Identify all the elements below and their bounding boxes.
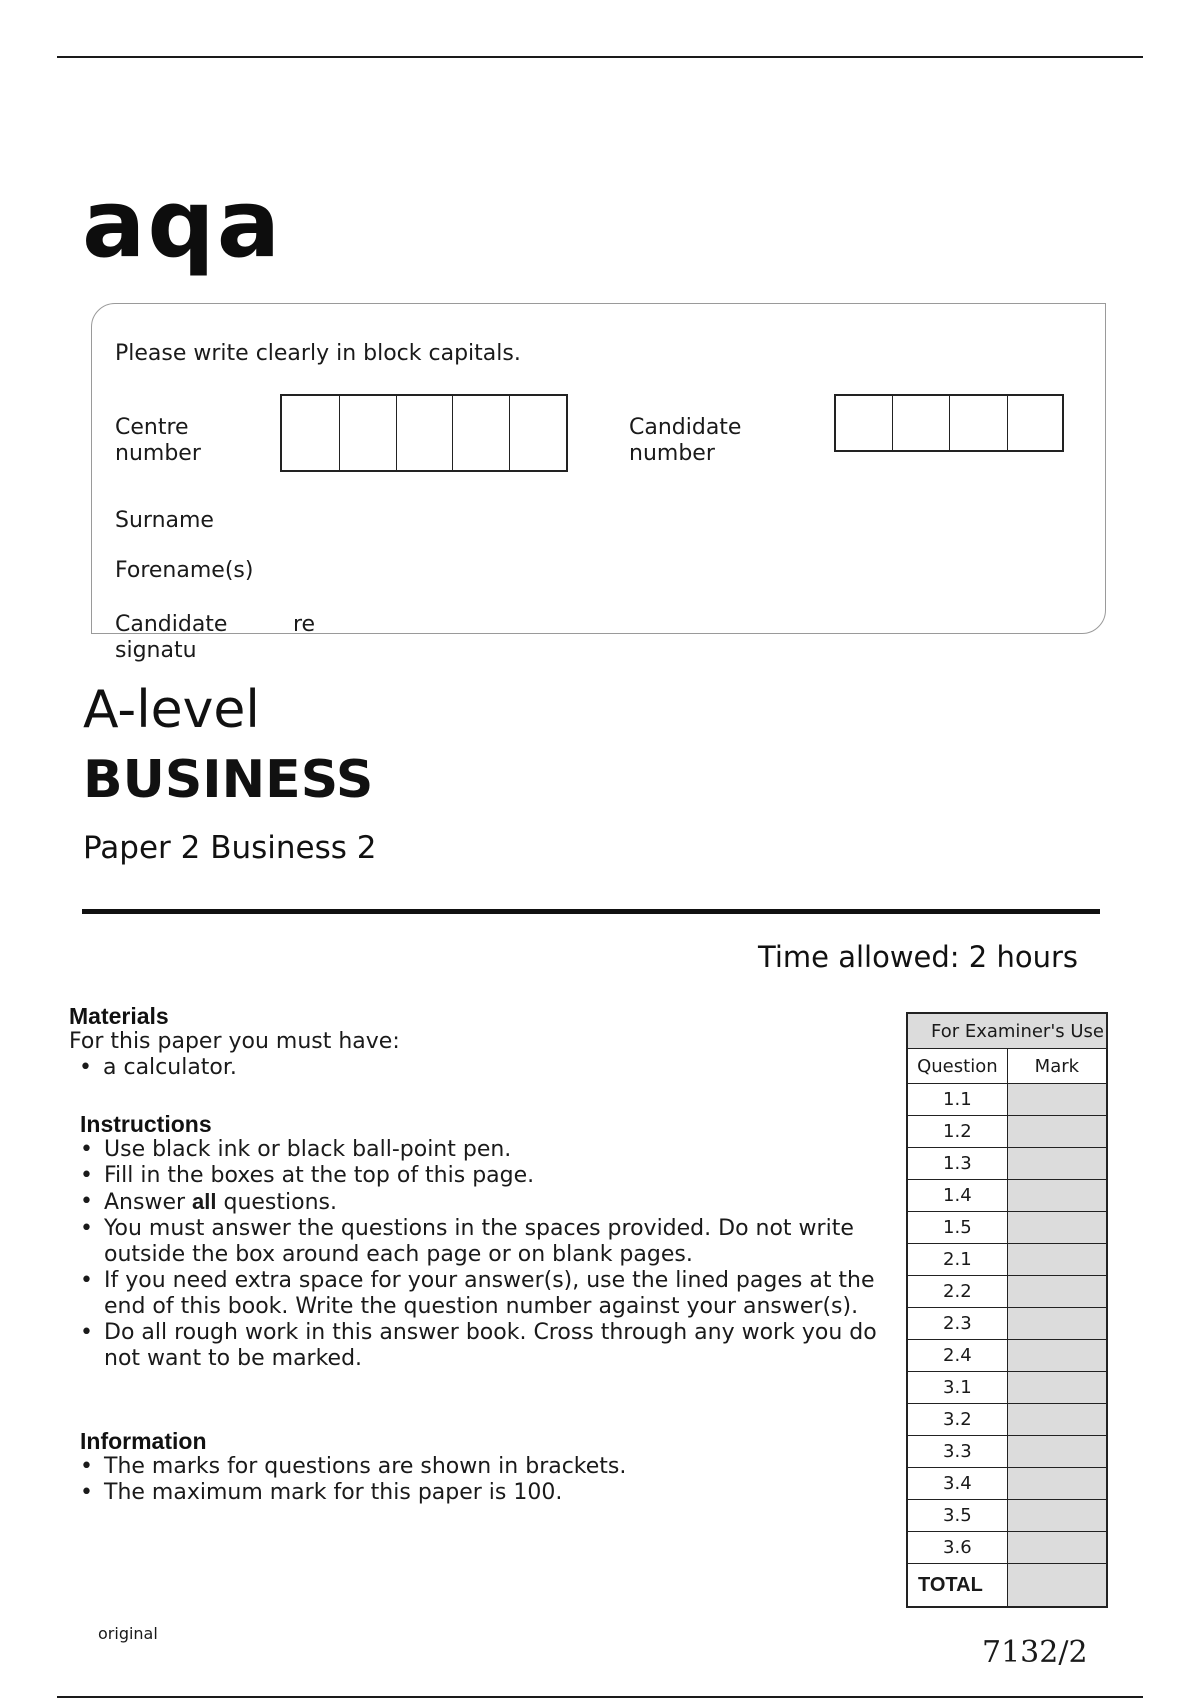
mark-cell bbox=[1007, 1340, 1107, 1372]
examiner-table-row bbox=[907, 1308, 1107, 1340]
mark-cell bbox=[1007, 1532, 1107, 1564]
information-heading: Information bbox=[80, 1428, 207, 1454]
mark-cell bbox=[1007, 1276, 1107, 1308]
examiner-table-row bbox=[907, 1532, 1107, 1564]
question-number-cell: 2.2 bbox=[907, 1276, 1007, 1308]
mark-cell bbox=[1007, 1084, 1107, 1116]
examiner-table-row bbox=[907, 1180, 1107, 1212]
paper-code: 7132/2 bbox=[982, 1635, 1088, 1670]
forenames-label: Forename(s) bbox=[115, 558, 254, 583]
centre-number-digit-5[interactable] bbox=[510, 396, 566, 470]
mark-cell bbox=[1007, 1212, 1107, 1244]
examiner-table-row bbox=[907, 1148, 1107, 1180]
block-capitals-instruction: Please write clearly in block capitals. bbox=[115, 341, 521, 366]
examiner-table-row bbox=[907, 1404, 1107, 1436]
mark-column-header: Mark bbox=[1007, 1049, 1107, 1084]
question-number-cell: 2.4 bbox=[907, 1340, 1007, 1372]
examiner-table-row bbox=[907, 1340, 1107, 1372]
total-label: TOTAL bbox=[907, 1564, 1007, 1608]
examiner-use-table bbox=[906, 1012, 1108, 1608]
centre-number-label: Centre number bbox=[115, 415, 201, 466]
mark-cell bbox=[1007, 1468, 1107, 1500]
instruction-item: • If you need extra space for your answer(s), use the lined pages at the end of this book. Write the question number against your answer(s). bbox=[80, 1268, 895, 1320]
mark-cell bbox=[1007, 1244, 1107, 1276]
question-number-cell: 3.5 bbox=[907, 1500, 1007, 1532]
question-number-cell: 3.1 bbox=[907, 1372, 1007, 1404]
centre-number-digit-4[interactable] bbox=[453, 396, 510, 470]
centre-number-digit-3[interactable] bbox=[397, 396, 453, 470]
mark-cell bbox=[1007, 1180, 1107, 1212]
instruction-item: • Use black ink or black ball-point pen. bbox=[80, 1137, 895, 1163]
mark-cell bbox=[1007, 1372, 1107, 1404]
mark-cell bbox=[1007, 1308, 1107, 1340]
qualification-level: A-level bbox=[83, 680, 260, 740]
signature-label: Candidate signatu bbox=[115, 612, 228, 663]
examiner-table-row bbox=[907, 1468, 1107, 1500]
instruction-item: • You must answer the questions in the spaces provided. Do not write outside the box around each page or on blank pages. bbox=[80, 1216, 895, 1268]
mark-cell bbox=[1007, 1404, 1107, 1436]
question-number-cell: 2.3 bbox=[907, 1308, 1007, 1340]
title-rule bbox=[82, 909, 1100, 914]
examiner-table-header: For Examiner's Use bbox=[907, 1013, 1107, 1049]
examiner-table-row bbox=[907, 1212, 1107, 1244]
mark-cell bbox=[1007, 1148, 1107, 1180]
question-number-cell: 1.4 bbox=[907, 1180, 1007, 1212]
paper-title: Paper 2 Business 2 bbox=[83, 830, 377, 866]
instruction-item: • Fill in the boxes at the top of this page. bbox=[80, 1163, 895, 1189]
aqa-logo: aqa bbox=[82, 170, 283, 279]
question-number-cell: 1.5 bbox=[907, 1212, 1007, 1244]
question-number-cell: 1.3 bbox=[907, 1148, 1007, 1180]
subject-title: BUSINESS bbox=[83, 750, 374, 810]
instruction-item: • Do all rough work in this answer book. Cross through any work you do not want to be marked. bbox=[80, 1320, 895, 1372]
examiner-table-row bbox=[907, 1500, 1107, 1532]
mark-cell bbox=[1007, 1436, 1107, 1468]
question-number-cell: 3.2 bbox=[907, 1404, 1007, 1436]
candidate-number-boxes bbox=[834, 394, 1064, 452]
candidate-number-digit-4[interactable] bbox=[1008, 396, 1062, 450]
time-allowed: Time allowed: 2 hours bbox=[758, 940, 1078, 974]
mark-cell bbox=[1007, 1116, 1107, 1148]
materials-item: • a calculator. bbox=[79, 1055, 889, 1081]
signature-label-tail: re bbox=[293, 612, 316, 637]
centre-number-boxes bbox=[280, 394, 568, 472]
centre-number-digit-2[interactable] bbox=[340, 396, 397, 470]
total-mark-cell bbox=[1007, 1564, 1107, 1608]
examiner-table-row bbox=[907, 1116, 1107, 1148]
question-column-header: Question bbox=[907, 1049, 1007, 1084]
top-rule bbox=[57, 56, 1143, 58]
examiner-table-row bbox=[907, 1436, 1107, 1468]
instructions-heading: Instructions bbox=[80, 1111, 212, 1137]
question-number-cell: 1.2 bbox=[907, 1116, 1007, 1148]
information-section bbox=[80, 1428, 895, 1506]
instructions-section bbox=[80, 1111, 895, 1372]
question-number-cell: 3.4 bbox=[907, 1468, 1007, 1500]
question-number-cell: 3.6 bbox=[907, 1532, 1007, 1564]
examiner-table-row bbox=[907, 1276, 1107, 1308]
materials-section bbox=[69, 1003, 889, 1081]
original-label: original bbox=[98, 1624, 158, 1643]
materials-heading: Materials bbox=[69, 1003, 169, 1029]
question-number-cell: 1.1 bbox=[907, 1084, 1007, 1116]
examiner-table-row bbox=[907, 1372, 1107, 1404]
candidate-number-digit-3[interactable] bbox=[950, 396, 1008, 450]
candidate-number-label: Candidate number bbox=[629, 415, 742, 466]
information-item: • The maximum mark for this paper is 100. bbox=[80, 1480, 895, 1506]
information-item: • The marks for questions are shown in brackets. bbox=[80, 1454, 895, 1480]
instruction-item: • Answer all questions. bbox=[80, 1189, 895, 1216]
candidate-number-digit-2[interactable] bbox=[893, 396, 950, 450]
question-number-cell: 2.1 bbox=[907, 1244, 1007, 1276]
candidate-number-digit-1[interactable] bbox=[836, 396, 893, 450]
examiner-table-row bbox=[907, 1244, 1107, 1276]
mark-cell bbox=[1007, 1500, 1107, 1532]
bottom-rule bbox=[57, 1696, 1143, 1698]
surname-label: Surname bbox=[115, 508, 214, 533]
centre-number-digit-1[interactable] bbox=[282, 396, 340, 470]
materials-intro: For this paper you must have: bbox=[69, 1029, 400, 1054]
examiner-table-row bbox=[907, 1084, 1107, 1116]
question-number-cell: 3.3 bbox=[907, 1436, 1007, 1468]
